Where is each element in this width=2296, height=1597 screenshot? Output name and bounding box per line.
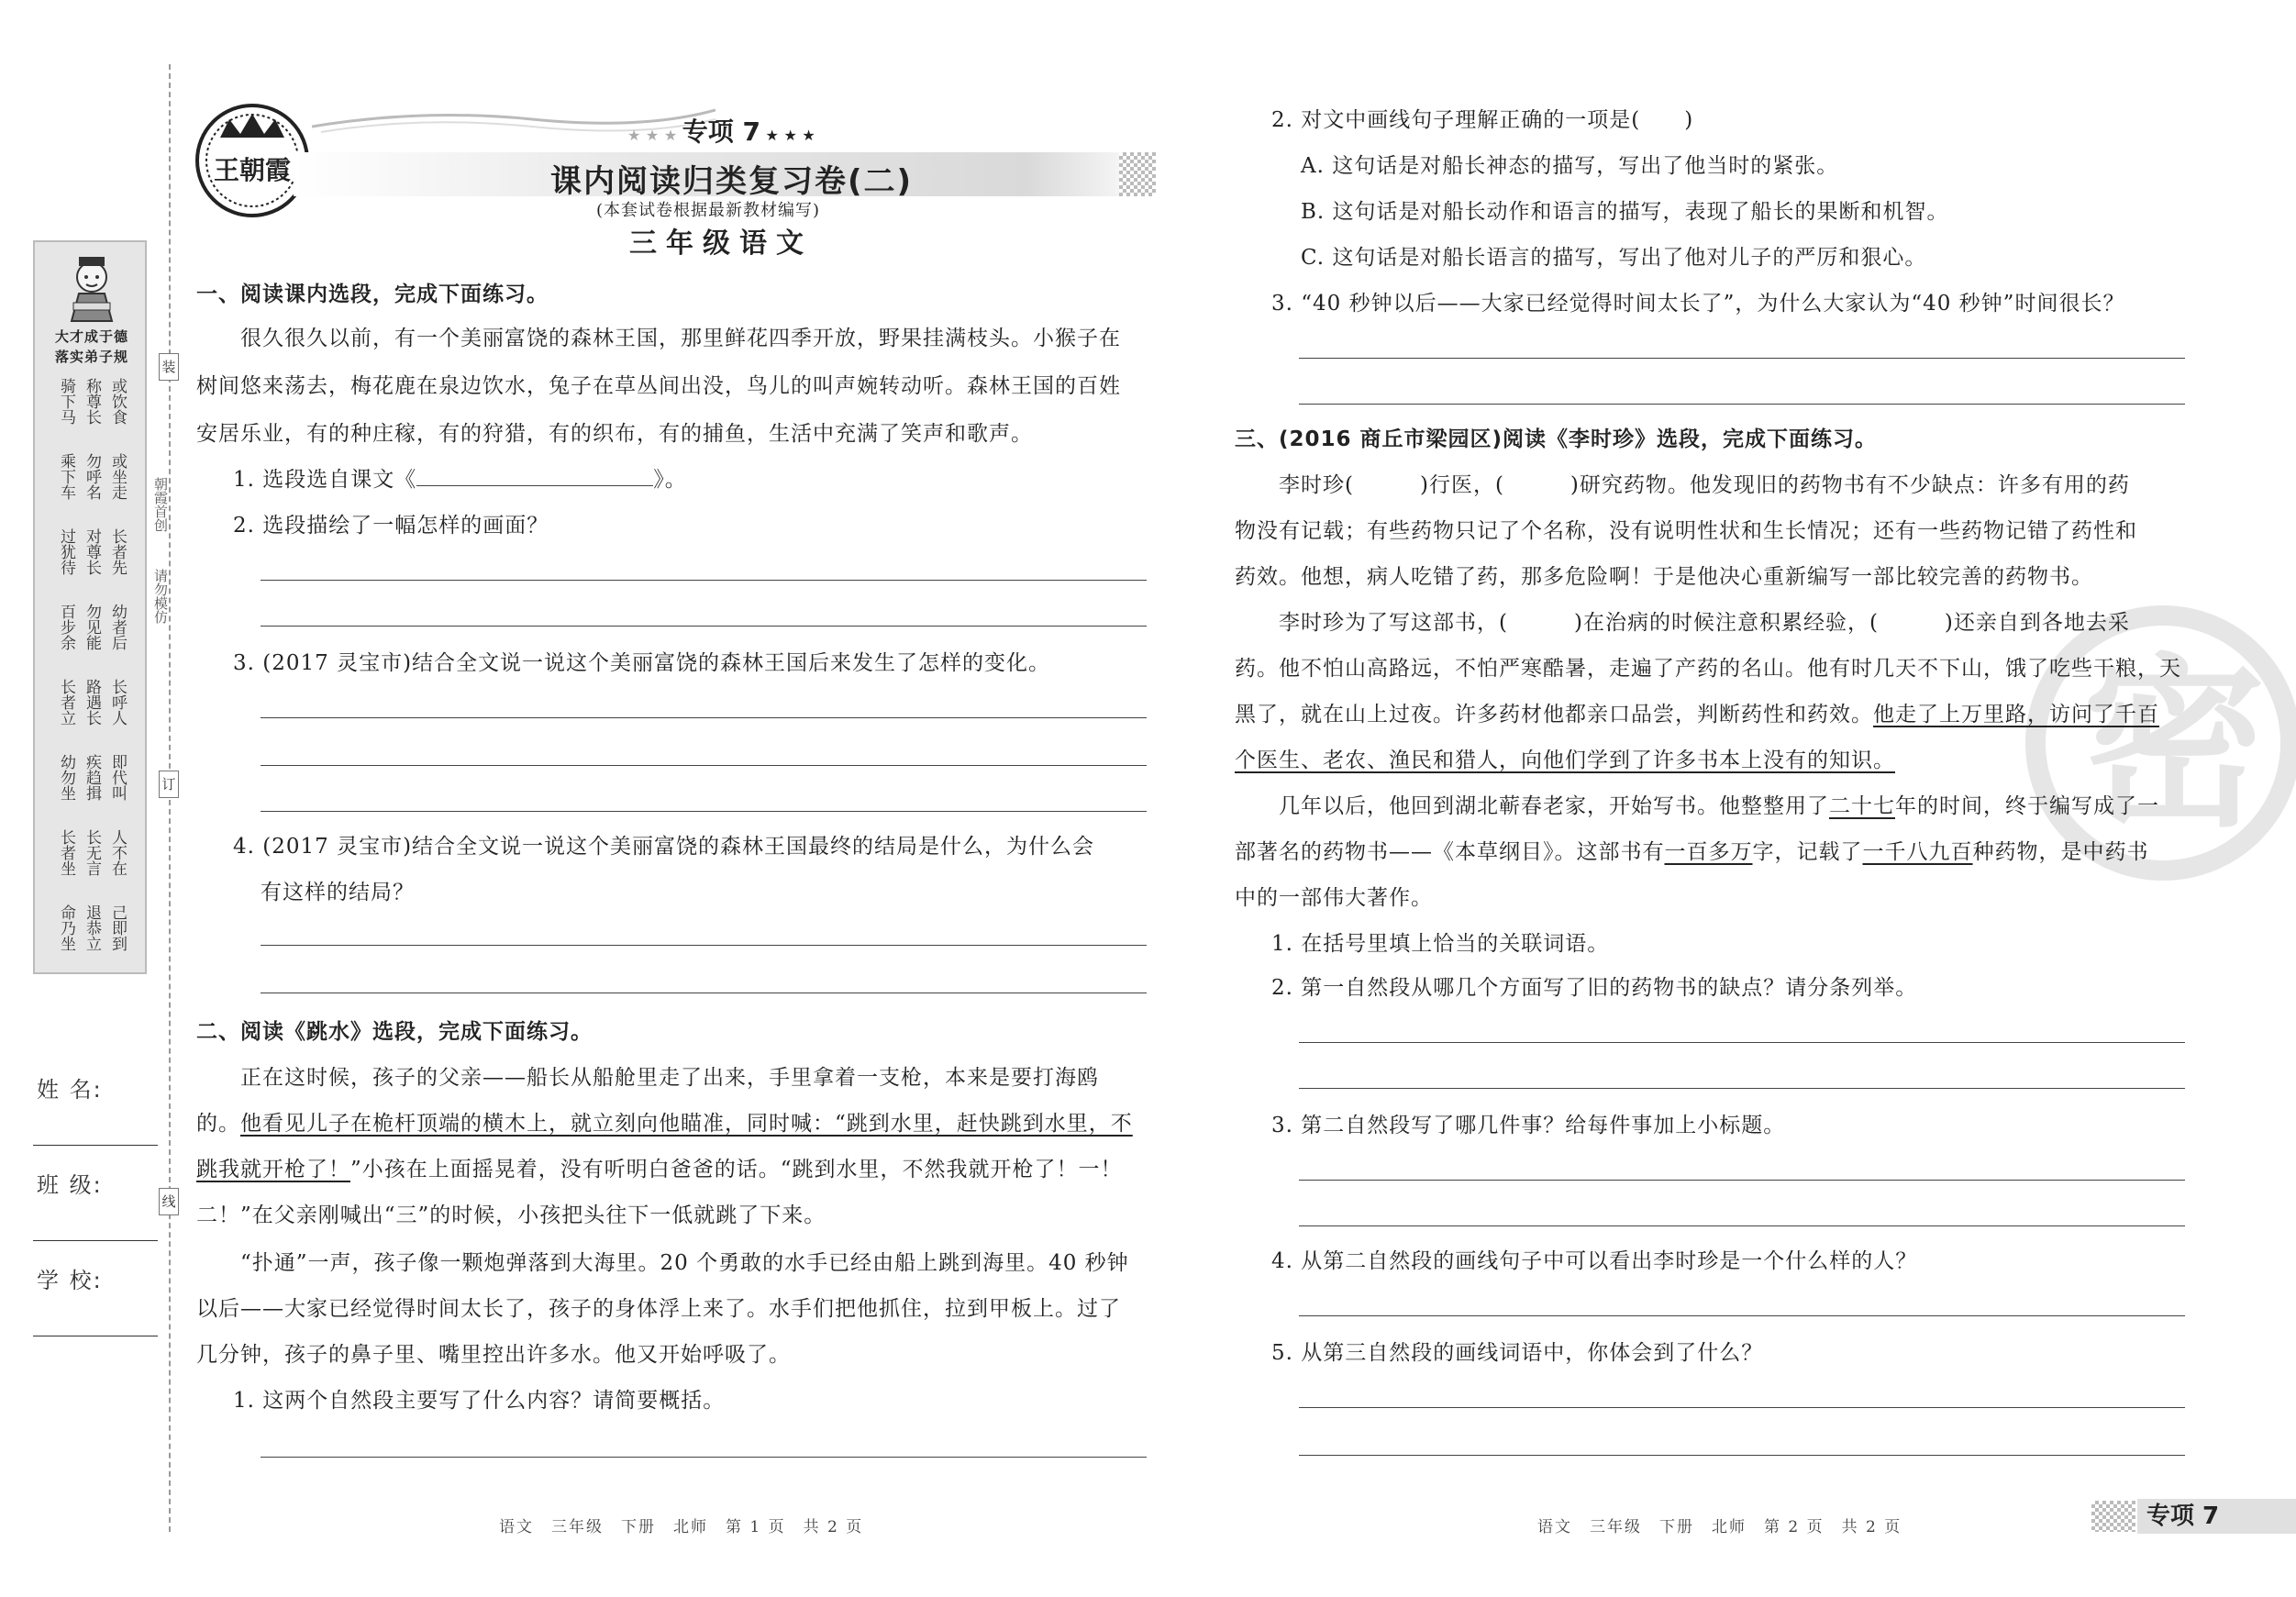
motto-column: 长者坐: [57, 828, 75, 876]
corner-tag: 专项 7: [2137, 1499, 2296, 1534]
page-footer-2: 语文 三年级 下册 北师 第 2 页 共 2 页: [1537, 1518, 1902, 1536]
subject-tag: ★ ★ ★ 专项 7 ★ ★ ★: [627, 116, 815, 147]
s3-p2-line-2: 药。他不怕山高路远，不怕严寒酷暑，走遍了产药的名山。他有时几天不下山，饿了吃些干粮，天: [1235, 657, 2181, 681]
s3-p2-line-3: 黑了，就在山上过夜。许多药材他都亲口品尝，判断药性和药效。他走了上万里路，访问了千百: [1235, 703, 2159, 726]
motto-column: 称尊长: [83, 377, 101, 425]
underlined-sentence: 跳我就开枪了！: [196, 1158, 350, 1181]
answer-line[interactable]: [261, 945, 1147, 946]
s3-p1-line-2: 物没有记载；有些药物只记了个名称，没有说明性状和生长情况；还有一些药物记错了药性和: [1235, 519, 2137, 543]
s1-para-line-3: 安居乐业，有的种庄稼，有的狩猎，有的织布，有的捕鱼，生活中充满了笑声和歌声。: [196, 422, 1033, 446]
answer-line[interactable]: [261, 765, 1147, 766]
s3-q3: 3. 第二自然段写了哪几件事？给每件事加上小标题。: [1271, 1114, 1786, 1137]
s1-q4-line-1: 4. (2017 灵宝市)结合全文说一说这个美丽富饶的森林王国最终的结局是什么，为什么会: [233, 835, 1095, 859]
motto-line-1: 大才成于德: [54, 328, 128, 345]
s2-p2-line-2: 以后——大家已经觉得时间太长了，孩子的身体浮上来了。水手们把他抓住，拉到甲板上。过了: [196, 1297, 1121, 1321]
answer-line[interactable]: [261, 1457, 1147, 1458]
name-field[interactable]: [33, 1145, 158, 1146]
s2-p2-line-1: “扑通”一声，孩子像一颗炮弹落到大海里。20 个勇敢的水手已经由船上跳到海里。40 秒钟: [240, 1251, 1129, 1275]
s3-q5: 5. 从第三自然段的画线词语中，你体会到了什么？: [1271, 1341, 1764, 1365]
answer-line[interactable]: [261, 580, 1147, 581]
motto-column: 即代叫: [108, 753, 127, 801]
s3-p3-line-1: 几年以后，他回到湖北蕲春老家，开始写书。他整整用了二十七年的时间，终于编写成了一: [1279, 794, 2159, 818]
motto-column: 幼者后: [108, 603, 127, 650]
scholar-figure-icon: [55, 250, 128, 323]
s2-q1: 1. 这两个自然段主要写了什么内容？请简要概括。: [233, 1389, 726, 1413]
motto-column: 人不在: [108, 828, 127, 876]
underlined-word: 一百多万: [1664, 840, 1753, 864]
grade-subject: 三年级语文: [629, 227, 813, 260]
motto-column: 骑下马: [57, 377, 75, 425]
s1-q3: 3. (2017 灵宝市)结合全文说一说这个美丽富饶的森林王国后来发生了怎样的变化。: [233, 651, 1051, 675]
binding-line: [169, 64, 171, 1532]
motto-column: 长者先: [108, 527, 127, 575]
s2-p1-line-4: 二！”在父亲刚喊出“三”的时候，小孩把头往下一低就跳了下来。: [196, 1203, 826, 1227]
s2-p1-line-3: 跳我就开枪了！”小孩在上面摇晃着，没有听明白爸爸的话。“跳到水里，不然我就开枪了！一！: [196, 1158, 1123, 1181]
s2-q2-option-a[interactable]: A. 这句话是对船长神态的描写，写出了他当时的紧张。: [1301, 154, 1839, 178]
motto-column: 长者立: [57, 678, 75, 726]
s3-p3-line-2: 部著名的药物书——《本草纲目》。这部书有一百多万字，记载了一千八九百种药物，是中药书: [1235, 840, 2149, 864]
s2-q2-option-c[interactable]: C. 这句话是对船长语言的描写，写出了他对儿子的严厉和狠心。: [1301, 246, 1927, 270]
s3-p1-line-1: 李时珍( )行医，( )研究药物。他发现旧的药物书有不少缺点：许多有用的药: [1279, 473, 2130, 497]
class-label: 班 级:: [37, 1172, 103, 1198]
vertical-note-2: 请勿模仿: [152, 569, 169, 624]
motto-column: 疾趋揖: [83, 753, 101, 801]
answer-line[interactable]: [1299, 1407, 2185, 1408]
answer-line[interactable]: [1299, 1088, 2185, 1089]
motto-column: 乘下车: [57, 452, 75, 500]
motto-column: 或饮食: [108, 377, 127, 425]
vertical-note-1: 朝霞首创: [152, 477, 169, 532]
answer-line[interactable]: [1299, 1042, 2185, 1043]
s3-q1: 1. 在括号里填上恰当的关联词语。: [1271, 932, 1610, 956]
s2-q3: 3. “40 秒钟以后——大家已经觉得时间太长了”，为什么大家认为“40 秒钟”时间很长？: [1271, 292, 2125, 316]
s3-q2: 2. 第一自然段从哪几个方面写了旧的药物书的缺点？请分条列举。: [1271, 976, 1918, 1000]
corner-checker: [2091, 1501, 2135, 1532]
motto-column: 退恭立: [83, 904, 101, 951]
s1-q1-blank[interactable]: [416, 466, 653, 486]
seal-watermark: 密: [2025, 605, 2296, 881]
motto-column: 对尊长: [83, 527, 101, 575]
binding-mark-3: 线: [159, 1188, 179, 1215]
name-label: 姓 名:: [37, 1077, 103, 1103]
s3-q4: 4. 从第二自然段的画线句子中可以看出李时珍是一个什么样的人？: [1271, 1249, 1918, 1273]
answer-line[interactable]: [1299, 1225, 2185, 1226]
school-label: 学 校:: [37, 1268, 103, 1293]
page-note: (本套试卷根据最新教材编写): [596, 201, 821, 220]
s1-q4-line-2: 有这样的结局？: [261, 881, 415, 904]
section-2-title: 二、阅读《跳水》选段，完成下面练习。: [196, 1020, 593, 1044]
s2-q2-option-b[interactable]: B. 这句话是对船长动作和语言的描写，表现了船长的果断和机智。: [1301, 200, 1949, 224]
s2-p2-line-3: 几分钟，孩子的鼻子里、嘴里控出许多水。他又开始呼吸了。: [196, 1343, 791, 1367]
binding-mark-1: 装: [159, 353, 179, 381]
s1-para-line-1: 很久很久以前，有一个美丽富饶的森林王国，那里鲜花四季开放，野果挂满枝头。小猴子在: [240, 327, 1121, 350]
motto-column: 路遇长: [83, 678, 101, 726]
s3-p2-line-4: [1235, 747, 1895, 774]
underlined-word: 二十七: [1829, 794, 1895, 818]
s2-p1-line-2: 的。他看见儿子在桅杆顶端的横木上，就立刻向他瞄准，同时喊：“跳到水里，赶快跳到水里，不: [196, 1112, 1133, 1136]
motto-column: 或坐走: [108, 452, 127, 500]
s1-q1: 1. 选段选自课文《 》。: [233, 468, 687, 492]
subject-tag-text: 专项 7: [682, 116, 760, 147]
motto-column: 长无言: [83, 828, 101, 876]
motto-column: 过犹待: [57, 527, 75, 575]
answer-line[interactable]: [1299, 1455, 2185, 1456]
page-title: 课内阅读归类复习卷(二): [550, 163, 914, 200]
underlined-sentence: 他看见儿子在桅杆顶端的横木上，就立刻向他瞄准，同时喊：“跳到水里，赶快跳到水里，不: [240, 1112, 1133, 1136]
class-field[interactable]: [33, 1240, 158, 1241]
page-footer-1: 语文 三年级 下册 北师 第 1 页 共 2 页: [499, 1518, 864, 1536]
sidebar-motto-box: [33, 240, 147, 974]
s1-q2: 2. 选段描绘了一幅怎样的画面？: [233, 514, 549, 538]
motto-column: 勿呼名: [83, 452, 101, 500]
answer-line[interactable]: [261, 717, 1147, 718]
motto-column: 百步余: [57, 603, 75, 650]
s3-p3-line-3: 中的一部伟大著作。: [1235, 886, 1433, 910]
underlined-sentence: 他走了上万里路，访问了千百: [1873, 703, 2159, 726]
underlined-sentence: 个医生、老农、渔民和猎人，向他们学到了许多书本上没有的知识。: [1235, 749, 1895, 772]
answer-line[interactable]: [1299, 1180, 2185, 1181]
binding-mark-2: 订: [159, 771, 179, 798]
answer-line[interactable]: [261, 626, 1147, 627]
section-3-title: 三、(2016 商丘市梁园区)阅读《李时珍》选段，完成下面练习。: [1235, 427, 1878, 451]
answer-line[interactable]: [261, 811, 1147, 812]
answer-line[interactable]: [1299, 404, 2185, 405]
s3-p1-line-3: 药效。他想，病人吃错了药，那多危险啊！于是他决心重新编写一部比较完善的药物书。: [1235, 565, 2093, 589]
s2-q2: 2. 对文中画线句子理解正确的一项是( ): [1271, 108, 1694, 132]
checker-decoration: [1119, 152, 1156, 196]
motto-column: 幼勿坐: [57, 753, 75, 801]
motto-column: 勿见能: [83, 603, 101, 650]
s2-p1-line-1: 正在这时候，孩子的父亲——船长从船舱里走了出来，手里拿着一支枪，本来是要打海鸥: [240, 1066, 1099, 1090]
section-1-title: 一、阅读课内选段，完成下面练习。: [196, 283, 549, 306]
motto-column: 命乃坐: [57, 904, 75, 951]
motto-column: 长呼人: [108, 678, 127, 726]
s3-p2-line-1: 李时珍为了写这部书，( )在治病的时候注意积累经验，( )还亲自到各地去采: [1279, 611, 2130, 635]
motto-column: 己即到: [108, 904, 127, 951]
answer-line[interactable]: [1299, 1315, 2185, 1316]
s1-para-line-2: 树间悠来荡去，梅花鹿在泉边饮水，兔子在草丛间出没，鸟儿的叫声婉转动听。森林王国的百姓: [196, 374, 1121, 398]
svg-text:王朝霞: 王朝霞: [213, 155, 292, 185]
answer-line[interactable]: [1299, 358, 2185, 359]
motto-line-2: 落实弟子规: [54, 349, 128, 365]
underlined-word: 一千八九百: [1862, 840, 1973, 864]
